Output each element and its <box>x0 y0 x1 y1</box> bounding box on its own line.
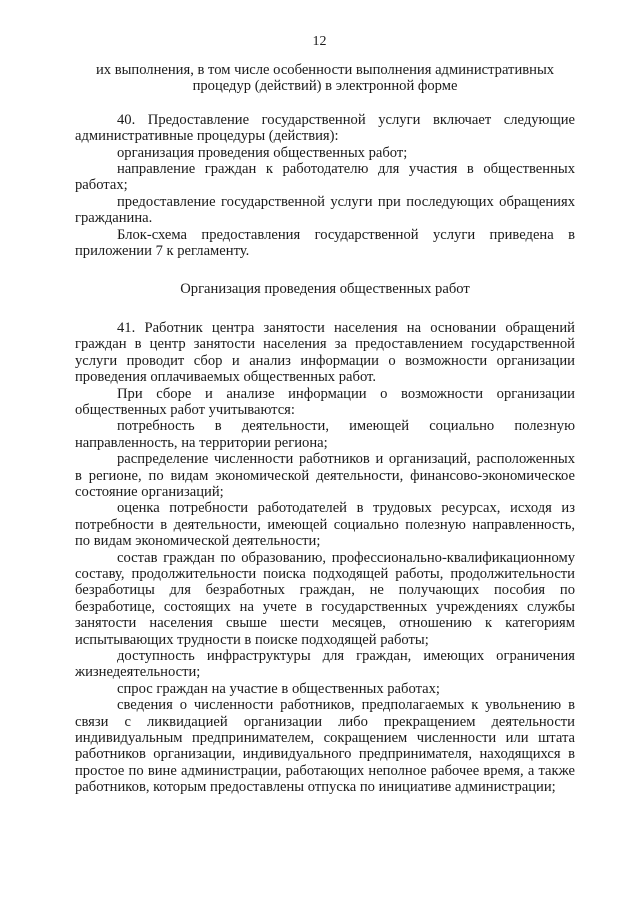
list-item: организация проведения общественных работ; <box>117 144 408 161</box>
list-item: направление граждан к работодателю для участия в общественных работах; <box>75 161 575 194</box>
section-40 <box>75 112 575 260</box>
paragraph-analysis-factors: При сборе и анализе информации о возможности организации общественных работ учитываются: <box>75 385 575 418</box>
paragraph-block-diagram: Блок-схема предоставления государственной услуги приведена в приложении 7 к регламенту. <box>75 226 575 260</box>
list-item: сведения о численности работников, предполагаемых к увольнению в связи с ликвидацией организации либо прекращением деятельности индивидуальным предпринимателем, сокращением численности или штата работников организации, индивидуального предпринимателя, находящихся в простое по вине администрации, работающих неполное рабочее время, а также работников, которым предоставлены отпуска по инициативе администрации; <box>75 697 575 796</box>
section-heading: Организация проведения общественных работ <box>180 281 470 298</box>
intro-heading-line-1: их выполнения, в том числе особенности выполнения административных <box>95 62 555 78</box>
list-item: оценка потребности работодателей в трудовых ресурсах, исходя из потребности в деятельности, имеющей социально полезную направленность, по видам экономической деятельности; <box>75 500 575 550</box>
list-item: предоставление государственной услуги при последующих обращениях гражданина. <box>75 193 575 227</box>
paragraph-41-intro: 41. Работник центра занятости населения на основании обращений граждан в центр занятости населения за предоставлением государственной услуги проводит сбор и анализ информации о возможности организации проведения оплачиваемых общественных работ. <box>75 319 575 386</box>
list-item: потребность в деятельности, имеющей социально полезную направленность, на территории региона; <box>75 418 575 451</box>
section-41 <box>75 320 575 796</box>
list-item: доступность инфраструктуры для граждан, имеющих ограничения жизнедеятельности; <box>75 648 575 681</box>
document-body <box>75 62 575 796</box>
paragraph-40-intro: 40. Предоставление государственной услуги включает следующие административные процедуры (действия): <box>75 111 575 145</box>
intro-heading-line-2: процедур (действий) в электронной форме <box>192 78 458 95</box>
list-item: спрос граждан на участие в общественных работах; <box>117 680 440 697</box>
list-item: состав граждан по образованию, профессионально-квалификационному составу, продолжительности поиска подходящей работы, продолжительности безработицы для безработных граждан, не получающих пособия по безработице, состоящих на учете в государственных учреждениях службы занятости населения свыше шести месяцев, отношению к категориям испытывающих трудности в поиске подходящей работы; <box>75 549 575 648</box>
page-number: 12 <box>312 34 327 49</box>
list-item: распределение численности работников и организаций, расположенных в регионе, по видам экономической деятельности, финансово-экономическое состояние организаций; <box>75 451 575 500</box>
